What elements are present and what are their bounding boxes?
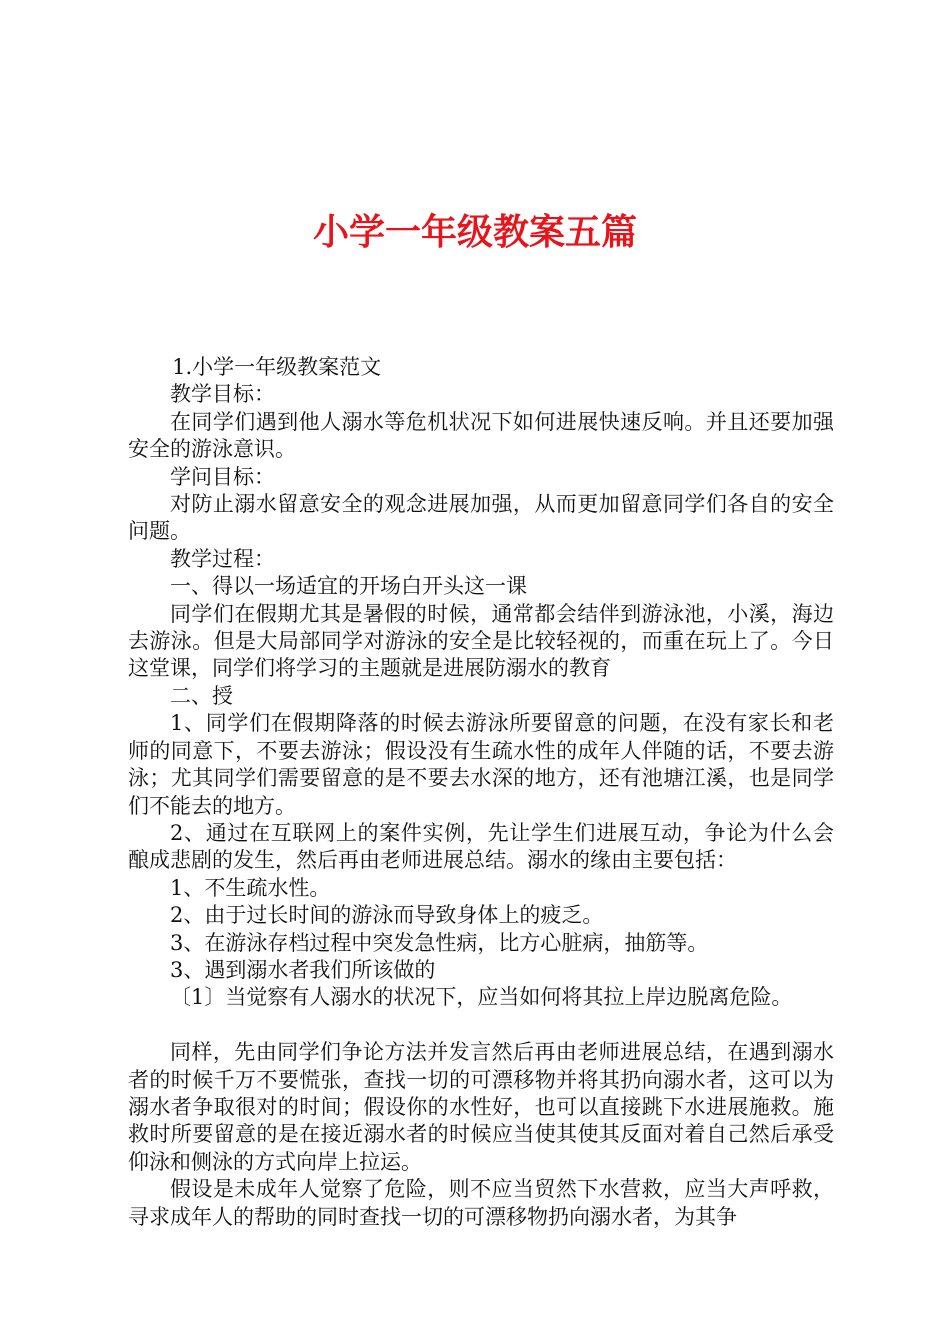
paragraph-rescue-method: 同样，先由同学们争论方法并发言然后再由老师进展总结，在遇到溺水者的时候千万不要慌张，查找一切的可漂移物并将其扔向溺水者，这可以为溺水者争取很对的时间；假设你的水性好，也可以直接跳下水进展施救。施救时所要留意的是在接近溺水者的时候应当使其使其反面对着自己然后承受仰泳和侧泳的方式向岸上拉运。 xyxy=(128,1040,834,1174)
paragraph-step-one-body: 同学们在假期尤其是暑假的时候，通常都会结伴到游泳池，小溪，海边去游泳。但是大局部同学对游泳的安全是比较轻视的，而重在玩上了。今日这堂课，同学们将学习的主题就是进展防溺水的教育 xyxy=(128,601,834,681)
paragraph-cause-2: 2、由于过长时间的游泳而导致身体上的疲乏。 xyxy=(170,903,604,928)
paragraph-knowledge-goal-label: 学问目标： xyxy=(170,464,275,489)
paragraph-minor-rescue: 假设是未成年人觉察了危险，则不应当贸然下水营救，应当大声呼救，寻求成年人的帮助的同时查找一切的可漂移物扔向溺水者，为其争 xyxy=(128,1177,834,1229)
document-body xyxy=(128,354,834,1231)
paragraph-cause-3: 3、在游泳存档过程中突发急性病，比方心脏病，抽筋等。 xyxy=(170,930,709,955)
document-title: 小学一年级教案五篇 xyxy=(312,211,637,253)
paragraph-step-one-heading: 一、得以一场适宜的开场白开头这一课 xyxy=(170,574,527,599)
paragraph-item-3: 3、遇到溺水者我们所该做的 xyxy=(170,957,436,982)
paragraph-process-label: 教学过程： xyxy=(170,546,275,571)
paragraph-step-two-heading: 二、授 xyxy=(170,683,233,708)
paragraph-teaching-goal: 在同学们遇到他人溺水等危机状况下如何进展快速反响。并且还要加强安全的游泳意识。 xyxy=(128,409,834,462)
paragraph-teaching-goal-label: 教学目标： xyxy=(170,382,275,407)
paragraph-item-2: 2、通过在互联网上的案件实例，先让学生们进展互动，争论为什么会酿成悲剧的发生，然后再由老师进展总结。溺水的缘由主要包括： xyxy=(128,820,834,873)
paragraph-section-heading: 1.小学一年级教案范文 xyxy=(172,355,382,379)
paragraph-subitem-1: 〔1〕当觉察有人溺水的状况下，应当如何将其拉上岸边脱离危险。 xyxy=(170,985,793,1010)
paragraph-item-1: 1、同学们在假期降落的时候去游泳所要留意的问题，在没有家长和老师的同意下，不要去游泳；假设没有生疏水性的成年人伴随的话，不要去游泳；尤其同学们需要留意的是不要去水深的地方，还有池塘江溪，也是同学们不能去的地方。 xyxy=(128,711,834,818)
blank-line xyxy=(128,1012,834,1039)
paragraph-cause-1: 1、不生疏水性。 xyxy=(170,875,331,900)
paragraph-knowledge-goal: 对防止溺水留意安全的观念进展加强，从而更加留意同学们各自的安全问题。 xyxy=(128,492,834,544)
